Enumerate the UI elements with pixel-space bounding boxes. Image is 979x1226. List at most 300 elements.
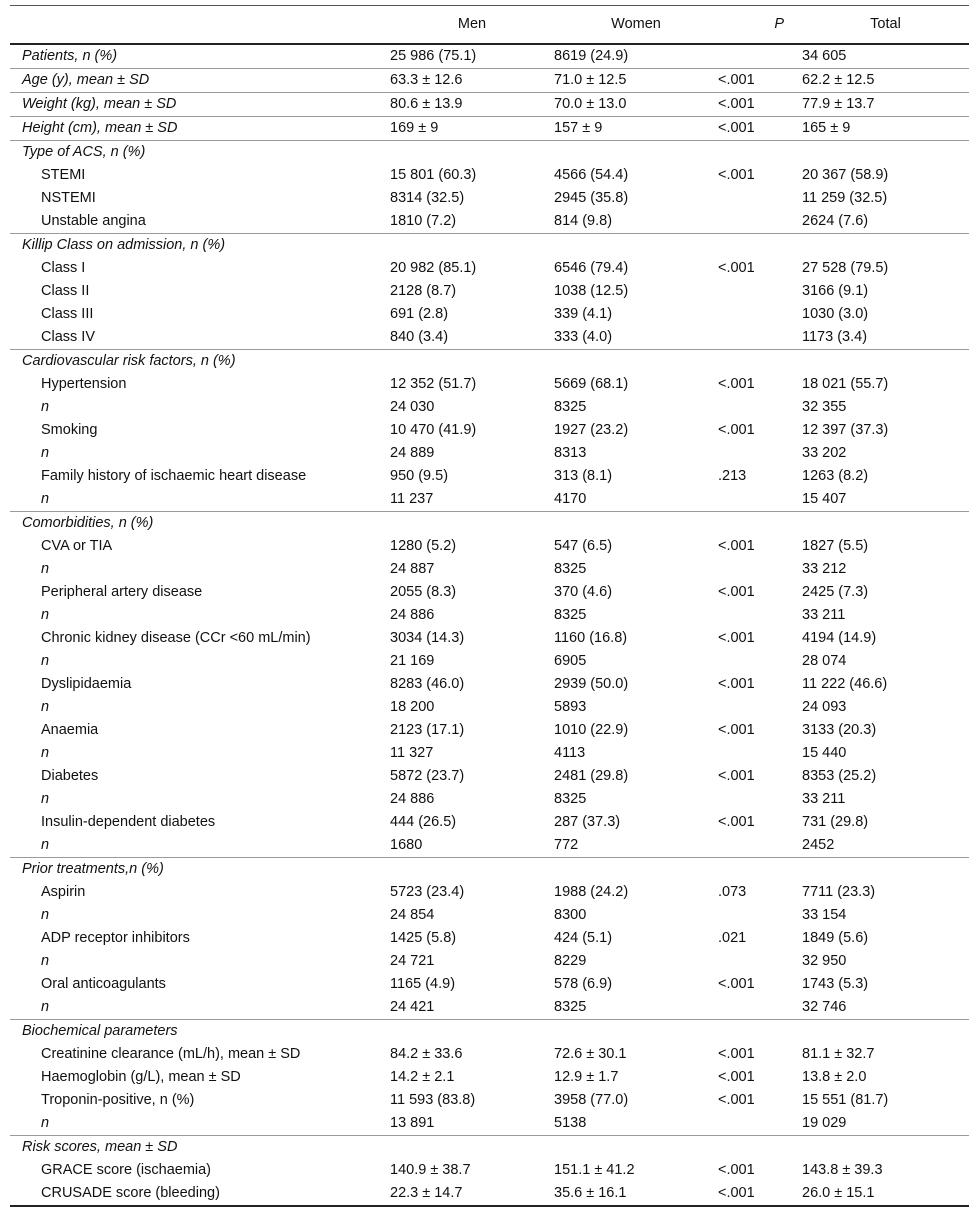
row-label: n <box>41 398 50 415</box>
cell-total: 32 355 <box>802 398 847 415</box>
row-label: Hypertension <box>41 375 127 392</box>
table-row <box>10 904 969 927</box>
row-label: Cardiovascular risk factors, n (%) <box>10 349 390 373</box>
cell-p-value: <.001 <box>718 1068 755 1085</box>
cell-men: 11 237 <box>390 490 434 507</box>
cell-women: 2945 (35.8) <box>554 189 629 206</box>
cell-women: 70.0 ± 13.0 <box>554 92 718 116</box>
row-label: Class II <box>41 282 90 299</box>
row-label: GRACE score (ischaemia) <box>41 1161 212 1178</box>
row-label: n <box>41 744 50 761</box>
cell-women: 370 (4.6) <box>554 583 613 600</box>
cell-p-value <box>718 396 802 419</box>
cell-p-value <box>718 558 802 581</box>
table-row <box>10 1019 969 1043</box>
table-row <box>10 442 969 465</box>
cell-p-value <box>718 442 802 465</box>
row-label: Oral anticoagulants <box>41 975 166 992</box>
row-label: Peripheral artery disease <box>41 583 203 600</box>
cell-total: 33 211 <box>802 606 846 623</box>
cell-p-value <box>718 511 802 535</box>
cell-men: 21 169 <box>390 652 435 669</box>
cell-total: 8353 (25.2) <box>802 767 877 784</box>
cell-total: 1743 (5.3) <box>802 975 869 992</box>
baseline-characteristics-table <box>10 5 969 1207</box>
cell-women: 35.6 ± 16.1 <box>554 1182 718 1206</box>
cell-women: 4113 <box>554 744 586 761</box>
cell-women: 1988 (24.2) <box>554 883 629 900</box>
cell-women: 772 <box>554 836 579 853</box>
cell-women <box>554 857 718 881</box>
cell-women: 8325 <box>554 606 587 623</box>
cell-p-value <box>718 1112 802 1136</box>
row-label: Patients, n (%) <box>22 47 118 64</box>
cell-p-value: <.001 <box>718 767 755 784</box>
table-row <box>10 210 969 234</box>
table-row <box>10 140 969 164</box>
cell-women: 71.0 ± 12.5 <box>554 68 718 92</box>
table-row <box>10 950 969 973</box>
cell-women: 1010 (22.9) <box>554 721 629 738</box>
cell-women: 333 (4.0) <box>554 328 613 345</box>
cell-women: 1038 (12.5) <box>554 282 629 299</box>
cell-men: 1425 (5.8) <box>390 929 457 946</box>
cell-p-value: .021 <box>718 929 747 946</box>
cell-p-value: .213 <box>718 467 747 484</box>
cell-total: 33 154 <box>802 906 847 923</box>
cell-women: 72.6 ± 30.1 <box>554 1045 627 1062</box>
row-label: Anaemia <box>41 721 99 738</box>
table-row <box>10 1159 969 1182</box>
row-label: Haemoglobin (g/L), mean ± SD <box>41 1068 241 1085</box>
cell-total: 81.1 ± 32.7 <box>802 1045 875 1062</box>
table-row <box>10 373 969 396</box>
cell-total: 731 (29.8) <box>802 813 869 830</box>
cell-men: 11 593 (83.8) <box>390 1091 476 1108</box>
cell-total: 18 021 (55.7) <box>802 375 889 392</box>
table-row <box>10 233 969 257</box>
table-row <box>10 257 969 280</box>
cell-women <box>554 1135 718 1159</box>
cell-women: 814 (9.8) <box>554 212 613 229</box>
cell-women: 5893 <box>554 698 587 715</box>
cell-total: 2624 (7.6) <box>802 212 869 229</box>
row-label: Creatinine clearance (mL/h), mean ± SD <box>41 1045 301 1062</box>
row-label: Family history of ischaemic heart disease <box>41 467 307 484</box>
cell-men: 12 352 (51.7) <box>390 375 477 392</box>
cell-p-value: <.001 <box>718 629 755 646</box>
cell-women: 8313 <box>554 444 587 461</box>
cell-men: 1680 <box>390 836 423 853</box>
cell-women <box>554 511 718 535</box>
row-label: Unstable angina <box>41 212 146 229</box>
cell-men: 13 891 <box>390 1114 435 1131</box>
cell-p-value: <.001 <box>718 259 755 276</box>
row-label: Smoking <box>41 421 98 438</box>
row-label: Weight (kg), mean ± SD <box>10 92 390 116</box>
cell-p-value <box>718 834 802 858</box>
row-label: Aspirin <box>41 883 86 900</box>
cell-men: 80.6 ± 13.9 <box>390 92 554 116</box>
header-p: P <box>718 6 802 44</box>
row-label: Dyslipidaemia <box>41 675 132 692</box>
cell-total <box>802 1135 969 1159</box>
cell-total: 1849 (5.6) <box>802 929 869 946</box>
cell-p-value: <.001 <box>718 537 755 554</box>
cell-total: 1263 (8.2) <box>802 467 869 484</box>
cell-p-value <box>718 950 802 973</box>
cell-total: 2452 <box>802 836 835 853</box>
cell-total: 33 211 <box>802 790 846 807</box>
cell-women: 151.1 ± 41.2 <box>554 1161 635 1178</box>
table-row <box>10 696 969 719</box>
cell-p-value <box>718 280 802 303</box>
cell-men <box>390 1135 554 1159</box>
cell-women: 339 (4.1) <box>554 305 613 322</box>
table-row <box>10 280 969 303</box>
cell-men: 15 801 (60.3) <box>390 166 477 183</box>
row-label: Class I <box>41 259 86 276</box>
cell-women: 424 (5.1) <box>554 929 613 946</box>
cell-total: 27 528 (79.5) <box>802 259 889 276</box>
cell-men: 8314 (32.5) <box>390 189 465 206</box>
cell-p-value <box>718 303 802 326</box>
cell-men: 20 982 (85.1) <box>390 259 477 276</box>
cell-men <box>390 140 554 164</box>
cell-total: 34 605 <box>802 47 847 64</box>
cell-men: 1165 (4.9) <box>390 975 456 992</box>
cell-total: 15 440 <box>802 744 847 761</box>
cell-total: 11 222 (46.6) <box>802 675 888 692</box>
cell-women: 8619 (24.9) <box>554 47 629 64</box>
row-label: Comorbidities, n (%) <box>10 511 390 535</box>
cell-total: 24 093 <box>802 698 847 715</box>
row-label: CVA or TIA <box>41 537 113 554</box>
cell-p-value <box>718 996 802 1020</box>
cell-p-value: <.001 <box>718 116 802 140</box>
cell-women: 2481 (29.8) <box>554 767 629 784</box>
cell-women <box>554 233 718 257</box>
row-label: Biochemical parameters <box>10 1019 390 1043</box>
cell-p-value <box>718 742 802 765</box>
table-row <box>10 881 969 904</box>
cell-men: 24 889 <box>390 444 435 461</box>
header-row <box>10 6 969 44</box>
cell-women: 1160 (16.8) <box>554 629 628 646</box>
cell-p-value <box>718 604 802 627</box>
table-row <box>10 834 969 858</box>
row-label: n <box>41 444 50 461</box>
cell-women: 578 (6.9) <box>554 975 613 992</box>
cell-women: 8300 <box>554 906 587 923</box>
cell-men: 24 886 <box>390 790 435 807</box>
table-row <box>10 535 969 558</box>
table-row <box>10 1066 969 1089</box>
row-label: n <box>41 906 50 923</box>
cell-women: 12.9 ± 1.7 <box>554 1068 619 1085</box>
cell-men: 2055 (8.3) <box>390 583 457 600</box>
cell-total: 33 212 <box>802 560 847 577</box>
cell-women: 157 ± 9 <box>554 116 718 140</box>
cell-p-value <box>718 187 802 210</box>
row-label: Class III <box>41 305 94 322</box>
cell-men <box>390 349 554 373</box>
cell-p-value: <.001 <box>718 583 755 600</box>
cell-total: 3133 (20.3) <box>802 721 877 738</box>
cell-p-value <box>718 488 802 512</box>
cell-women: 8325 <box>554 398 587 415</box>
cell-total: 62.2 ± 12.5 <box>802 68 969 92</box>
cell-women: 4566 (54.4) <box>554 166 629 183</box>
row-label: n <box>41 560 50 577</box>
cell-men: 5872 (23.7) <box>390 767 465 784</box>
table-row <box>10 44 969 69</box>
table-row <box>10 187 969 210</box>
row-label: Risk scores, mean ± SD <box>10 1135 390 1159</box>
row-label: Prior treatments,n (%) <box>10 857 390 881</box>
cell-total: 32 746 <box>802 998 847 1015</box>
row-label: Chronic kidney disease (CCr <60 mL/min) <box>41 629 311 646</box>
table-row <box>10 396 969 419</box>
table-row <box>10 650 969 673</box>
table-body <box>10 44 969 1206</box>
table-row <box>10 1089 969 1112</box>
cell-men: 84.2 ± 33.6 <box>390 1045 463 1062</box>
cell-total <box>802 857 969 881</box>
header-blank <box>10 6 390 44</box>
table-row <box>10 581 969 604</box>
cell-men: 24 886 <box>390 606 435 623</box>
table-row <box>10 742 969 765</box>
row-label: n <box>41 998 50 1015</box>
cell-total: 28 074 <box>802 652 847 669</box>
cell-women: 5138 <box>554 1114 587 1131</box>
cell-p-value: <.001 <box>718 721 755 738</box>
cell-p-value: <.001 <box>718 1091 755 1108</box>
cell-women: 1927 (23.2) <box>554 421 629 438</box>
cell-total: 32 950 <box>802 952 847 969</box>
table-row <box>10 68 969 92</box>
header-women: Women <box>554 6 718 44</box>
cell-women: 4170 <box>554 490 587 507</box>
cell-p-value: <.001 <box>718 813 755 830</box>
table-row <box>10 419 969 442</box>
cell-women: 6546 (79.4) <box>554 259 629 276</box>
row-label: Troponin-positive, n (%) <box>41 1091 195 1108</box>
table-row <box>10 465 969 488</box>
cell-men: 8283 (46.0) <box>390 675 465 692</box>
cell-men <box>390 511 554 535</box>
cell-p-value <box>718 349 802 373</box>
cell-men: 5723 (23.4) <box>390 883 465 900</box>
header-total: Total <box>802 6 969 44</box>
row-label: n <box>41 836 50 853</box>
row-label: Diabetes <box>41 767 99 784</box>
row-label: n <box>41 606 50 623</box>
table-row <box>10 164 969 187</box>
cell-p-value <box>718 1135 802 1159</box>
cell-men: 11 327 <box>390 744 434 761</box>
table-row <box>10 92 969 116</box>
cell-women <box>554 1019 718 1043</box>
cell-p-value <box>718 904 802 927</box>
header-men: Men <box>390 6 554 44</box>
cell-men: 444 (26.5) <box>390 813 457 830</box>
cell-p-value: <.001 <box>718 675 755 692</box>
cell-total: 4194 (14.9) <box>802 629 877 646</box>
cell-p-value <box>718 788 802 811</box>
cell-men <box>390 233 554 257</box>
table-row <box>10 765 969 788</box>
cell-men: 14.2 ± 2.1 <box>390 1068 455 1085</box>
cell-men: 10 470 (41.9) <box>390 421 477 438</box>
table-row <box>10 116 969 140</box>
row-label: Height (cm), mean ± SD <box>10 116 390 140</box>
cell-women: 547 (6.5) <box>554 537 613 554</box>
cell-men: 63.3 ± 12.6 <box>390 68 554 92</box>
cell-p-value <box>718 696 802 719</box>
cell-women: 8325 <box>554 998 587 1015</box>
row-label: n <box>41 652 50 669</box>
row-label: Killip Class on admission, n (%) <box>10 233 390 257</box>
cell-p-value <box>718 1019 802 1043</box>
cell-p-value: <.001 <box>718 68 802 92</box>
cell-men: 24 030 <box>390 398 435 415</box>
cell-total <box>802 511 969 535</box>
table-row <box>10 811 969 834</box>
cell-total: 165 ± 9 <box>802 116 969 140</box>
cell-men: 950 (9.5) <box>390 467 449 484</box>
table-row <box>10 719 969 742</box>
cell-men: 24 421 <box>390 998 435 1015</box>
cell-women: 3958 (77.0) <box>554 1091 629 1108</box>
cell-women: 8229 <box>554 952 587 969</box>
cell-total: 143.8 ± 39.3 <box>802 1161 883 1178</box>
cell-men: 169 ± 9 <box>390 116 554 140</box>
cell-men: 140.9 ± 38.7 <box>390 1161 471 1178</box>
cell-total: 26.0 ± 15.1 <box>802 1182 969 1206</box>
cell-p-value <box>718 44 802 69</box>
cell-total: 12 397 (37.3) <box>802 421 889 438</box>
table-row <box>10 1112 969 1136</box>
cell-p-value: .073 <box>718 883 747 900</box>
cell-total: 15 407 <box>802 490 847 507</box>
cell-p-value <box>718 140 802 164</box>
table-row <box>10 788 969 811</box>
cell-p-value: <.001 <box>718 92 802 116</box>
cell-women: 313 (8.1) <box>554 467 613 484</box>
cell-p-value <box>718 650 802 673</box>
cell-men: 25 986 (75.1) <box>390 47 477 64</box>
cell-men <box>390 857 554 881</box>
row-label: CRUSADE score (bleeding) <box>10 1182 390 1206</box>
cell-total: 3166 (9.1) <box>802 282 869 299</box>
table-row <box>10 326 969 350</box>
cell-men: 18 200 <box>390 698 435 715</box>
cell-men: 22.3 ± 14.7 <box>390 1182 554 1206</box>
cell-women <box>554 349 718 373</box>
cell-men: 24 721 <box>390 952 435 969</box>
cell-men: 24 887 <box>390 560 435 577</box>
table-row <box>10 1043 969 1066</box>
table-row <box>10 996 969 1020</box>
cell-men: 3034 (14.3) <box>390 629 465 646</box>
row-label: n <box>41 1114 50 1131</box>
cell-total: 1827 (5.5) <box>802 537 869 554</box>
cell-men: 1280 (5.2) <box>390 537 457 554</box>
cell-total: 1030 (3.0) <box>802 305 869 322</box>
cell-men: 2123 (17.1) <box>390 721 465 738</box>
cell-total: 7711 (23.3) <box>802 883 876 900</box>
table-row <box>10 673 969 696</box>
cell-p-value <box>718 326 802 350</box>
table-row <box>10 604 969 627</box>
row-label: n <box>41 490 50 507</box>
cell-total: 19 029 <box>802 1114 847 1131</box>
cell-total: 1173 (3.4) <box>802 328 868 345</box>
cell-men: 840 (3.4) <box>390 328 449 345</box>
row-label: Age (y), mean ± SD <box>10 68 390 92</box>
table-row <box>10 303 969 326</box>
cell-p-value: <.001 <box>718 1182 802 1206</box>
cell-p-value: <.001 <box>718 1161 755 1178</box>
cell-total: 77.9 ± 13.7 <box>802 92 969 116</box>
cell-total: 15 551 (81.7) <box>802 1091 889 1108</box>
table-row <box>10 627 969 650</box>
cell-p-value: <.001 <box>718 375 755 392</box>
cell-p-value <box>718 233 802 257</box>
cell-total <box>802 233 969 257</box>
row-label: ADP receptor inhibitors <box>41 929 190 946</box>
cell-total <box>802 140 969 164</box>
cell-men: 2128 (8.7) <box>390 282 457 299</box>
cell-p-value: <.001 <box>718 421 755 438</box>
cell-total: 20 367 (58.9) <box>802 166 889 183</box>
table-row <box>10 857 969 881</box>
table-row <box>10 511 969 535</box>
cell-men: 691 (2.8) <box>390 305 449 322</box>
cell-men: 1810 (7.2) <box>390 212 457 229</box>
row-label: STEMI <box>41 166 86 183</box>
cell-women: 2939 (50.0) <box>554 675 629 692</box>
row-label: NSTEMI <box>41 189 96 206</box>
cell-men: 24 854 <box>390 906 435 923</box>
row-label: Insulin-dependent diabetes <box>41 813 216 830</box>
cell-p-value: <.001 <box>718 1045 755 1062</box>
row-label: n <box>41 952 50 969</box>
row-label: n <box>41 698 50 715</box>
cell-p-value: <.001 <box>718 975 755 992</box>
cell-total: 13.8 ± 2.0 <box>802 1068 867 1085</box>
cell-total <box>802 1019 969 1043</box>
table-row <box>10 1182 969 1206</box>
cell-women: 5669 (68.1) <box>554 375 629 392</box>
table-row <box>10 927 969 950</box>
cell-p-value: <.001 <box>718 166 755 183</box>
table-row <box>10 488 969 512</box>
cell-p-value <box>718 857 802 881</box>
row-label: n <box>41 790 50 807</box>
cell-women: 287 (37.3) <box>554 813 621 830</box>
table-row <box>10 558 969 581</box>
cell-women: 8325 <box>554 560 587 577</box>
cell-total: 33 202 <box>802 444 847 461</box>
table-row <box>10 973 969 996</box>
cell-p-value <box>718 210 802 234</box>
cell-women: 8325 <box>554 790 587 807</box>
row-label: Class IV <box>41 328 95 345</box>
cell-women <box>554 140 718 164</box>
